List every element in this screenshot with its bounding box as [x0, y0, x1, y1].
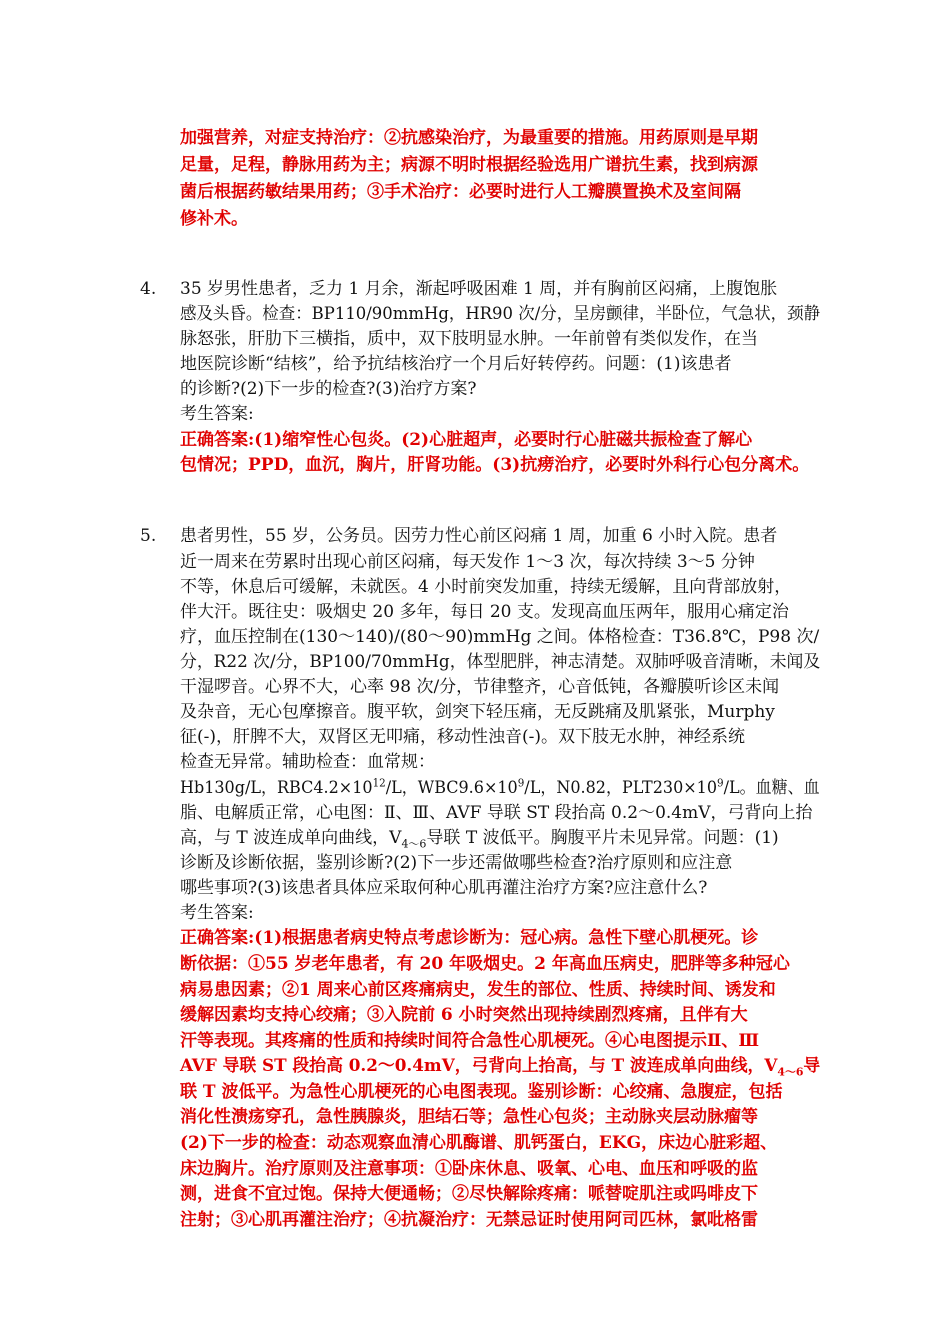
question-text-line: 分，R22 次/分，BP100/70mmHg，体型肥胖，神志清楚。双肺呼吸音清晰，未闻及 — [180, 652, 821, 672]
correct-answer-line: 缓解因素均支持心绞痛；③入院前 6 小时突然出现持续剧烈疼痛，且伴有大 — [180, 1005, 748, 1025]
question-text-line: 脂、电解质正常，心电图：Ⅱ、Ⅲ、AVF 导联 ST 段抬高 0.2～0.4mV，弓背向上抬 — [180, 803, 813, 823]
correct-answer-line: 消化性溃疡穿孔，急性胰腺炎，胆结石等；急性心包炎；主动脉夹层动脉瘤等 — [180, 1107, 758, 1127]
examinee-answer-label: 考生答案: — [180, 903, 254, 923]
lab-wbc-text: /L，WBC9.6×10 — [385, 778, 518, 798]
question-text-line: 地医院诊断“结核”，给予抗结核治疗一个月后好转停药。问题：(1)该患者 — [180, 354, 732, 374]
question-text-line: 感及头昏。检查：BP110/90mmHg，HR90 次/分，呈房颤律，半卧位，气急状，颈静 — [180, 304, 821, 324]
correct-answer-line: 病易患因素；②1 周来心前区疼痛病史，发生的部位、性质、持续时间、诱发和 — [180, 980, 776, 1000]
answer-ecg-post: 导 — [803, 1056, 821, 1076]
prev-answer-line: 修补术。 — [180, 209, 248, 229]
correct-answer-line: 断依据：①55 岁老年患者，有 20 年吸烟史。2 年高血压病史，肥胖等多种冠心 — [180, 954, 790, 974]
correct-answer-line: (2)下一步的检查：动态观察血清心肌酶谱、肌钙蛋白，EKG，床边心脏彩超、 — [180, 1133, 778, 1153]
prev-answer-line: 菌后根据药敏结果用药；③手术治疗：必要时进行人工瓣膜置换术及室间隔 — [180, 182, 741, 202]
ecg-line — [180, 826, 779, 850]
question-text-line: 疗，血压控制在(130～140)/(80～90)mmHg 之间。体格检查：T36.8℃，P98 次/ — [180, 627, 820, 647]
correct-answer-line: 联 T 波低平。为急性心肌梗死的心电图表现。鉴别诊断：心绞痛、急腹症，包括 — [180, 1082, 783, 1102]
question-number: 5. — [140, 526, 157, 546]
wbc-exponent: 9 — [517, 776, 525, 790]
question-text-line: 患者男性，55 岁，公务员。因劳力性心前区闷痛 1 周，加重 6 小时入院。患者 — [180, 526, 778, 546]
lab-n-text: /L，N0.82，PLT230×10 — [524, 778, 718, 798]
lab-results-line — [180, 776, 820, 800]
question-text-line: 干湿啰音。心界不大，心率 98 次/分，节律整齐，心音低钝，各瓣膜听诊区未闻 — [180, 677, 780, 697]
question-text-line: 及杂音，无心包摩擦音。腹平软，剑突下轻压痛，无反跳痛及肌紧张，Murphy — [180, 702, 775, 722]
question-text-line: 诊断及诊断依据，鉴别诊断?(2)下一步还需做哪些检查?治疗原则和应注意 — [180, 853, 733, 873]
correct-answer-line: 正确答案:(1)缩窄性心包炎。(2)心脏超声，必要时行心脏磁共振检查了解心 — [180, 430, 753, 450]
correct-answer-line: 包情况；PPD，血沉，胸片，肝肾功能。(3)抗痨治疗，必要时外科行心包分离术。 — [180, 455, 810, 475]
lab-tail-text: /L。血糖、血 — [723, 778, 820, 798]
correct-answer-line: 注射；③心肌再灌注治疗；④抗凝治疗：无禁忌证时使用阿司匹林，氯吡格雷 — [180, 1210, 758, 1230]
question-text-line: 检查无异常。辅助检查：血常规： — [180, 752, 435, 772]
examinee-answer-label: 考生答案: — [180, 404, 254, 424]
correct-answer-line: 测，进食不宜过饱。保持大便通畅；②尽快解除疼痛：哌替啶肌注或吗啡皮下 — [180, 1184, 758, 1204]
correct-answer-line: 正确答案:(1)根据患者病史特点考虑诊断为：冠心病。急性下壁心肌梗死。诊 — [180, 928, 759, 948]
ecg-pre: 高，与 T 波连成单向曲线，V — [180, 828, 402, 848]
answer-ecg-pre: AVF 导联 ST 段抬高 0.2～0.4mV，弓背向上抬高，与 T 波连成单向曲线，V — [180, 1056, 778, 1076]
ecg-post: 导联 T 波低平。胸腹平片未见异常。问题：(1) — [426, 828, 779, 848]
lead-subscript: 4～6 — [401, 837, 427, 851]
question-text-line: 不等，休息后可缓解，未就医。4 小时前突发加重，持续无缓解，且向背部放射， — [180, 577, 792, 597]
prev-answer-line: 加强营养，对症支持治疗：②抗感染治疗，为最重要的措施。用药原则是早期 — [180, 128, 758, 148]
correct-answer-line: 床边胸片。治疗原则及注意事项：①卧床休息、吸氧、心电、血压和呼吸的监 — [180, 1159, 758, 1179]
lab-hb-text: Hb130g/L，RBC4.2×10 — [180, 778, 373, 798]
lead-subscript: 4～6 — [777, 1065, 804, 1079]
question-text-line: 35 岁男性患者，乏力 1 月余，渐起呼吸困难 1 周，并有胸前区闷痛，上腹饱胀 — [180, 279, 778, 299]
correct-answer-ecg-line — [180, 1054, 820, 1078]
question-text-line: 哪些事项?(3)该患者具体应采取何种心肌再灌注治疗方案?应注意什么? — [180, 878, 708, 898]
question-text-line: 征(-)，肝脾不大，双肾区无叩痛，移动性浊音(-)。双下肢无水肿，神经系统 — [180, 727, 746, 747]
question-text-line: 近一周来在劳累时出现心前区闷痛，每天发作 1～3 次，每次持续 3～5 分钟 — [180, 552, 755, 572]
plt-exponent: 9 — [717, 776, 724, 790]
prev-answer-line: 足量，足程，静脉用药为主；病源不明时根据经验选用广谱抗生素，找到病源 — [180, 155, 758, 175]
correct-answer-line: 汗等表现。其疼痛的性质和持续时间符合急性心肌梗死。④心电图提示Ⅱ、Ⅲ — [180, 1031, 760, 1051]
rbc-exponent: 12 — [372, 776, 386, 790]
question-text-line: 脉怒张，肝肋下三横指，质中，双下肢明显水肿。一年前曾有类似发作，在当 — [180, 329, 758, 349]
question-text-line: 的诊断?(2)下一步的检查?(3)治疗方案? — [180, 379, 477, 399]
question-text-line: 伴大汗。既往史：吸烟史 20 多年，每日 20 支。发现高血压两年，服用心痛定治 — [180, 602, 789, 622]
question-number: 4. — [140, 279, 157, 299]
